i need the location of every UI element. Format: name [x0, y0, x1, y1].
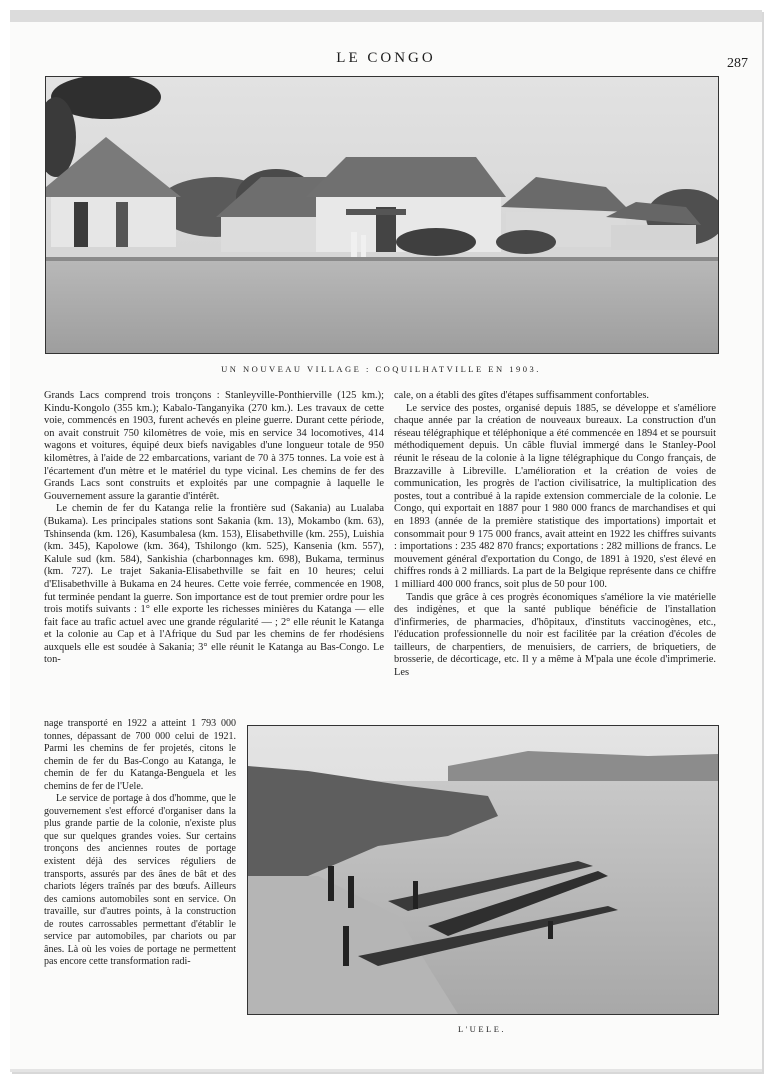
village-photo-illustration — [46, 77, 718, 353]
village-photo — [45, 76, 719, 354]
figure-caption: L'UELE. — [457, 1024, 507, 1034]
page-number: 287 — [727, 56, 748, 71]
text-column-left-narrow — [44, 718, 236, 969]
river-photo — [247, 725, 719, 1015]
paragraph: Le chemin de fer du Katanga relie la frontière sud (Sakania) au Lualaba (Bukama). Les principales stations sont Sakania (km. 13), Mokambo (km. 63), Tshinsenda (km. 126), Kasumbalesa (km. 153), Elisabethville (km. 255), Luishia (km. 345), Kapolowe (km. 364), Tshilongo (km. 525), Kansenia (km. 557), Kalule sud (km. 584), Sankishia (charbonnages km. 698), Bukama, terminus (km. 727). Le trajet Sakania-Elisabethville se fait en 10 heures; celui d'Elisabethville à Bukama en 24 heures. Cette voie ferrée, commencée en 1908, fut terminée pendant la guerre. Son importance est de tout premier ordre pour les trois motifs suivants : 1° elle exporte les richesses minières du Katanga — elle fait face au trafic actuel avec une grande régularité — ; 2° elle réunit le Katanga et la colonie au Cap et à l'Afrique du Sud par les chemins de fer rhodésiens auxquels elle est soudée à Sakania; 3° elle réunit le Katanga au Bas-Congo. Le ton- — [44, 503, 384, 666]
scan-top-edge — [10, 10, 762, 22]
paragraph: Le service de portage à dos d'homme, que le gouvernement s'est efforcé d'organiser dans la plus grande partie de la colonie, n'existe plus que sur quelques grandes voies. Sur certains tronçons des anciennes routes de portage existent déjà des services réguliers de transports, assurés par des ânes de bât et des chariots légers traînés par des bœufs. Ailleurs des camions automobiles sont en service. On travaille, sur d'autres points, à la construction de routes carrossables permettant d'établir le service par automobiles, par chariots ou par ânes. Là où les voies de portage ne permettent pas encore cette transformation radi- — [44, 793, 236, 968]
scan-bottom-edge — [10, 1069, 762, 1072]
figure-caption: UN NOUVEAU VILLAGE : COQUILHATVILLE EN 1903. — [221, 364, 541, 374]
text-column-right — [394, 390, 716, 680]
running-header: LE CONGO — [336, 50, 436, 66]
paragraph: cale, on a établi des gîtes d'étapes suffisamment confortables. — [394, 390, 650, 401]
paragraph: Grands Lacs comprend trois tronçons : Stanleyville-Ponthierville (125 km.); Kindu-Kongolo (355 km.); Kabalo-Tanganyika (270 km.). Les travaux de cette voie, commencés en 1903, furent achevés en pleine guerre. Durant cette période, on avait construit 750 kilomètres de voie, mis en service 34 locomotives, 414 wagons et voitures, équipé deux biefs navigables d'une longueur totale de 950 kilomètres, à l'aide de 22 embarcations, variant de 70 à 375 tonnes. La voie est à l'écartement d'un mètre et le matériel du type vicinal. Les chemins de fer des Grands Lacs sont construits et exploités par une compagnie à laquelle le Gouvernement assure la garantie d'intérêt. — [44, 390, 384, 502]
paragraph: nage transporté en 1922 a atteint 1 793 000 tonnes, dépassant de 700 000 celui de 1921. Parmi les chemins de fer projetés, citons le chemin de fer du Bas-Congo au Katanga, le chemin de fer du Katanga-Benguela et les chemins de fer de l'Uele. — [44, 718, 236, 792]
paragraph: Le service des postes, organisé depuis 1885, se développe et s'améliore chaque année par la création de nouveaux bureaux. La construction d'un réseau télégraphique et téléphonique a été commencée en 1894 et se poursuit méthodiquement depuis. Un câble fluvial immergé dans le Stanley-Pool réunit le réseau de la colonie à la ligne télégraphique du Congo français, de Brazzaville à Libreville. L'amélioration et la création de voies de communication, les progrès de l'action civilisatrice, la multiplication des postes, tout a contribué à la rapide extension commerciale de la colonie. Le Congo, qui exportait en 1887 pour 1 980 000 francs de marchandises et qui en 1893 (année de la première statistique des importations) importait et consommait pour 9 175 000 francs, avait atteint en 1922 les chiffres suivants : importations : 235 482 870 francs; exportations : 282 millions de francs. Le mouvement général d'exportation du Congo, de 1891 à 1920, s'est élevé en chiffres ronds à 2 milliards. La part de la Belgique représente dans ce chiffre 1 milliard 400 000 francs, soit plus de 50 pour 100. — [394, 402, 716, 590]
text-column-left — [44, 390, 384, 667]
paragraph: Tandis que grâce à ces progrès économiques s'améliore la vie matérielle des indigènes, et que la santé publique bénéficie de l'installation d'infirmeries, de pharmacies, d'hôpitaux, d'instituts vaccinogènes, etc., l'éducation professionnelle du noir est facilitée par la création d'écoles de tailleurs, de charpentiers, de menuisiers, de carriers, de briquetiers, de brosserie, de décorticage, etc. Il y a même à M'pala une école d'imprimerie. Les — [394, 591, 716, 679]
river-photo-illustration — [248, 726, 718, 1014]
document-page — [10, 10, 762, 1072]
